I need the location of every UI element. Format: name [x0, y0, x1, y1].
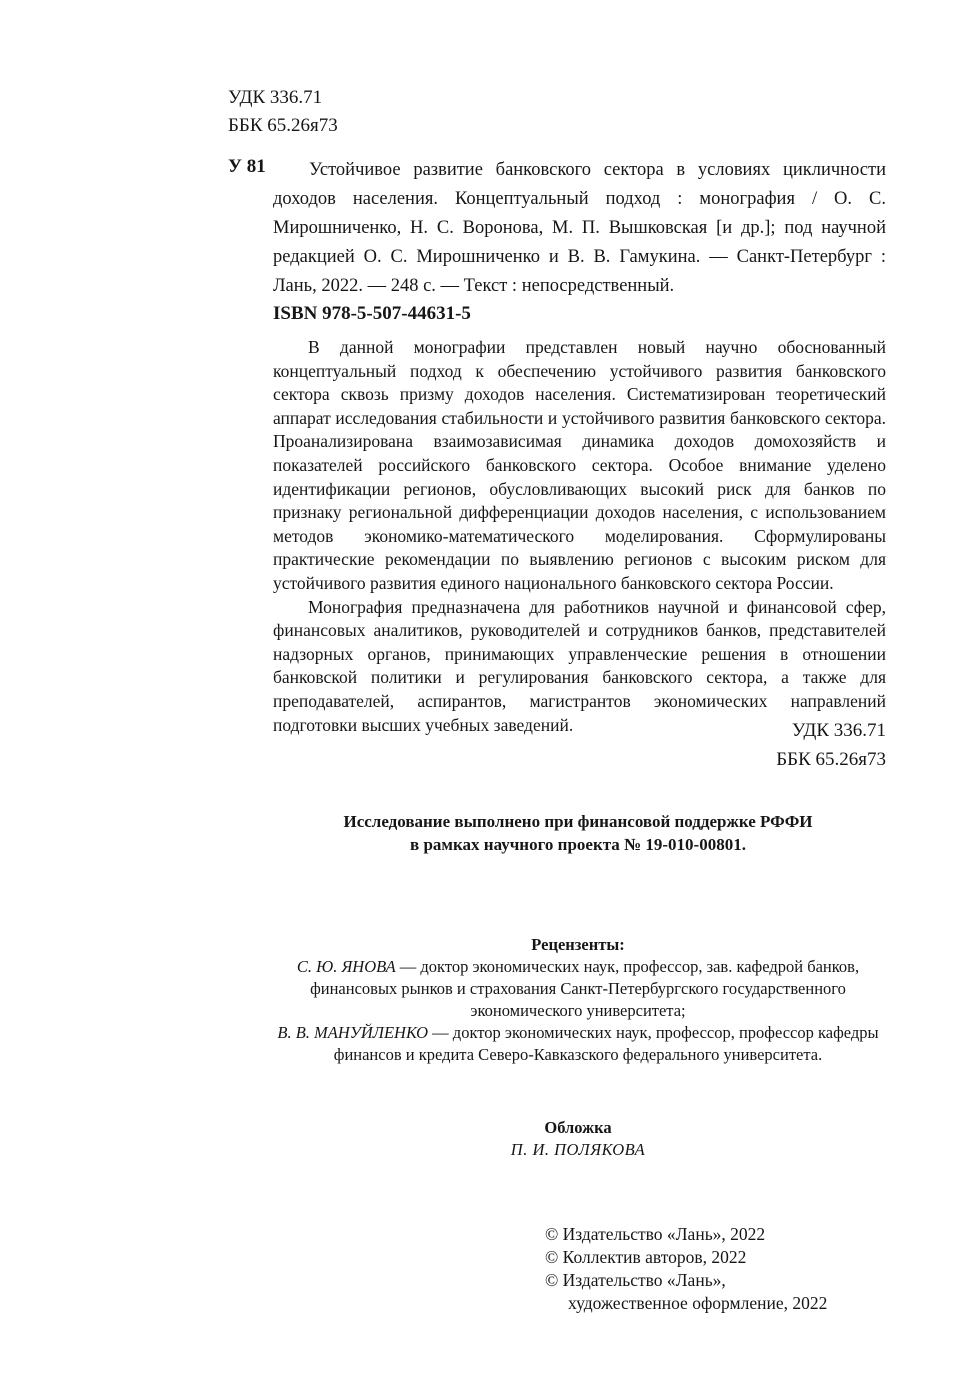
- bbk-code: ББК 65.26я73: [228, 115, 338, 136]
- cover-credit: [268, 1117, 888, 1161]
- bibliographic-entry: [228, 156, 886, 301]
- annotation-paragraph-1: В данной монографии представлен новый научно обоснованный концептуальный подход к обеспечению устойчивого развития банковского сектора сквозь призму доходов населения. Систематизирован теоретический аппарат исследования стабильности и устойчивого развития банковского сектора. Проанализирована взаимозависимая динамика доходов домохозяйств и показателей российского банковского сектора. Особое внимание уделено идентификации регионов, обусловливающих высокий риск для банков по признаку региональной дифференциации доходов населения, с использованием методов экономико-математического моделирования. Сформулированы практические рекомендации по выявлению регионов с высоким риском для устойчивого развития единого национального банковского сектора России.: [273, 337, 886, 593]
- funding-line-2: в рамках научного проекта № 19-010-00801.: [410, 835, 746, 854]
- udk-code: УДК 336.71: [228, 87, 323, 108]
- classification-codes-top: [228, 84, 338, 140]
- cover-heading: Обложка: [544, 1118, 612, 1137]
- copyright-line: © Издательство «Лань»,: [545, 1270, 726, 1290]
- cover-artist-name: П. И. ПОЛЯКОВА: [510, 1140, 646, 1159]
- reviewers-heading: Рецензенты:: [531, 935, 625, 954]
- reviewer-2-name: В. В. МАНУЙЛЕНКО: [277, 1023, 429, 1042]
- funding-line-1: Исследование выполнено при финансовой поддержке РФФИ: [343, 812, 813, 831]
- annotation-section: [273, 336, 886, 737]
- reviewer-1-credentials: — доктор экономических наук, профессор, зав. кафедрой банков, финансовых рынков и страхования Санкт-Петербургского государственного экономического университета;: [310, 957, 860, 1020]
- reviewer-1-name: С. Ю. ЯНОВА: [296, 957, 396, 976]
- reviewer-2: [268, 1022, 888, 1066]
- bbk-code-bottom: ББК 65.26я73: [776, 749, 886, 770]
- copyright-line: художественное оформление, 2022: [568, 1293, 828, 1313]
- funding-note: [268, 810, 888, 856]
- reviewers-section: [268, 934, 888, 1066]
- bibliographic-description: Устойчивое развитие банковского сектора в условиях цикличности доходов населения. Концептуальный подход : монография / О. С. Мирошниченко, Н. С. Воронова, М. П. Вышковская [и др.]; под научной редакцией О. С. Мирошниченко и В. В. Гамукина. — Санкт-Петербург : Лань, 2022. — 248 с. — Текст : непосредственный.: [273, 160, 886, 296]
- isbn-number: ISBN 978-5-507-44631-5: [273, 303, 471, 324]
- udk-code-bottom: УДК 336.71: [791, 720, 886, 741]
- copyright-line: © Издательство «Лань», 2022: [545, 1224, 766, 1244]
- annotation-paragraph-2: Монография предназначена для работников научной и финансовой сфер, финансовых аналитиков, руководителей и сотрудников банков, представителей надзорных органов, принимающих управленческие решения в отношении банковской политики и регулирования банковского сектора, а также для преподавателей, аспирантов, магистрантов экономических направлений подготовки высших учебных заведений.: [273, 596, 886, 735]
- reviewer-1: [268, 956, 888, 1022]
- catalog-code: У 81: [228, 156, 266, 177]
- copyright-line: © Коллектив авторов, 2022: [545, 1247, 747, 1267]
- classification-codes-bottom: [273, 716, 886, 774]
- copyright-block: [545, 1223, 827, 1315]
- reviewer-2-credentials: — доктор экономических наук, профессор, профессор кафедры финансов и кредита Северо-Кавказского федерального университета.: [333, 1023, 879, 1064]
